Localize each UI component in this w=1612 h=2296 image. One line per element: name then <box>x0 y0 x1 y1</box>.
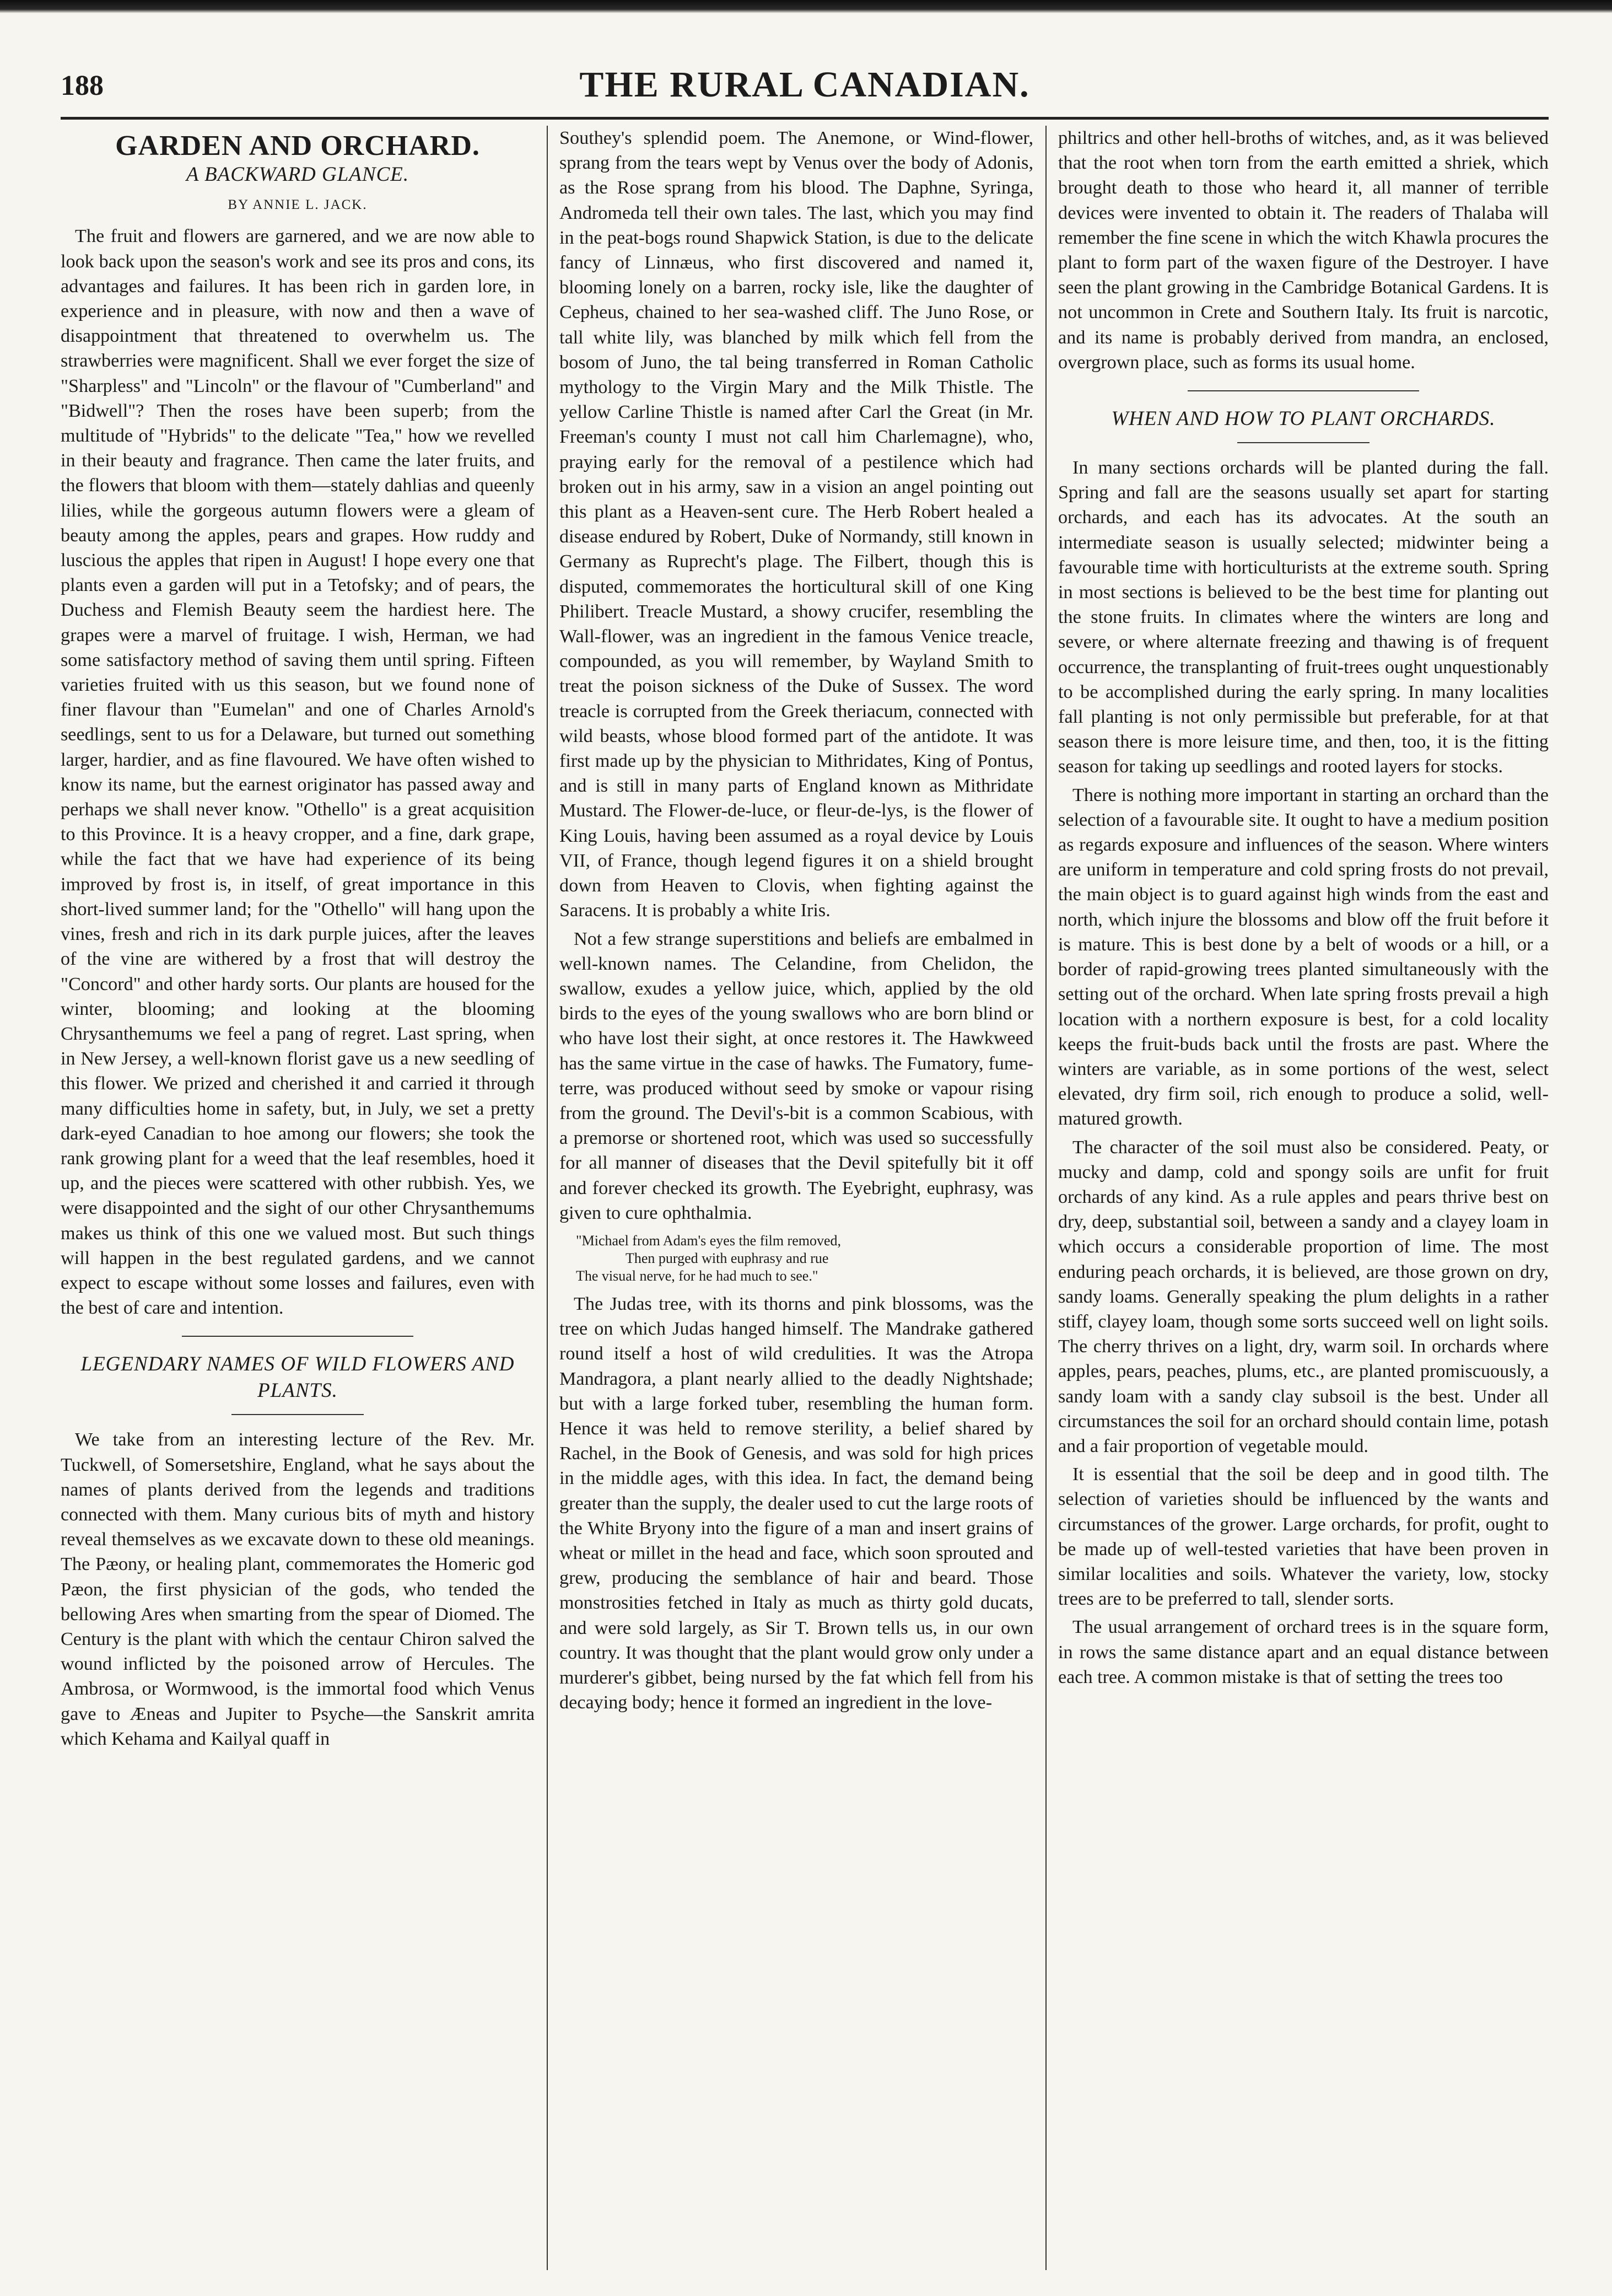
article-paragraph: The character of the soil must also be considered. Peaty, or mucky and damp, cold and spongy soils are unfit for fruit orchards of any kind. As a rule apples and pears thrive best on dry, deep, substantial soil, between a sandy and a clayey loam in which occurs a considerable proportion of lime. The most enduring peach orchards, it is believed, are those grown on dry, sandy loams. Generally speaking the plum delights in a rather stiff, clayey loam, though some sorts succeed well on light soils. The cherry thrives on a light, dry, warm soil. In orchards where apples, pears, peaches, plums, etc., are planted promiscuously, a sandy loam with a sandy clay subsoil is the best. Under all circumstances the soil for an orchard should contain lime, potash and a fair proportion of vegetable mould. <box>1058 1137 1549 1456</box>
article-paragraph: Southey's splendid poem. The Anemone, or Wind-flower, sprang from the tears wept by Venus over the body of Adonis, as the Rose sprang from his blood. The Daphne, Syringa, Andromeda tell their own tales. The last, which you may find in the peat-bogs round Shapwick Station, is due to the delicate fancy of Linnæus, who first discovered and named it, blooming lonely on a barren, rocky isle, like the daughter of Cepheus, chained to her sea-washed cliff. The Juno Rose, or tall white lily, was blanched by milk which fell from the bosom of Juno, the tal being transferred in Roman Catholic mythology to the Virgin Mary and the Milk Thistle. The yellow Carline Thistle is named after Carl the Great (in Mr. Freeman's county I must not call him Charlemagne), who, praying early for the removal of a pestilence which had broken out in his army, saw in a vision an angel pointing out this plant as a Heaven-sent cure. The Herb Robert healed a disease endured by Robert, Duke of Normandy, still known in Germany as Ruprecht's plage. The Filbert, though this is disputed, commemorates the horticultural skill of one King Philibert. Treacle Mustard, a showy crucifer, resembling the Wall-flower, was an ingredient in the famous Venice treacle, compounded, as you will remember, by Wayland Smith to treat the poison sickness of the Duke of Sussex. The word treacle is corrupted from the Greek theriacum, connected with wild beasts, whose blood formed part of the antidote. It was first made up by the physician to Mithridates, King of Pontus, and is still in many parts of England known as Mithridate Mustard. The Flower-de-luce, or fleur-de-lys, is the flower of King Louis, having been assumed as a royal device by Louis VII, of France, though legend figures it on a shield brought down from Heaven to Clovis, when fighting against the Saracens. It is probably a white Iris. <box>559 128 1033 921</box>
article-paragraph: The Judas tree, with its thorns and pink blossoms, was the tree on which Judas hanged himself. The Mandrake gathered round itself a host of wild credulities. It was the Atropa Mandragora, a plant nearly allied to the deadly Nightshade; but with a large forked tuber, resembling the human form. Hence it was held to remove sterility, a belief shared by Rachel, in the Book of Genesis, and was sold for high prices in the middle ages, with this idea. In fact, the demand being greater than the supply, the dealer used to cut the large roots of the White Bryony into the figure of a man and insert grains of wheat or millet in the head and face, which soon sprouted and grew, producing the semblance of hair and beard. Those monstrosities fetched in Italy as much as thirty gold ducats, and were sold largely, as Sir T. Brown tells us, in our own country. It was thought that the plant would grow only under a murderer's gibbet, being nursed by the fat which fell from his decaying body; hence it formed an ingredient in the love- <box>559 1293 1033 1713</box>
article-paragraph: The usual arrangement of orchard trees is in the square form, in rows the same distance apart and an equal distance between each tree. A common mistake is that of setting the trees too <box>1058 1617 1549 1687</box>
quote-line: Then purged with euphrasy and rue <box>626 1250 829 1266</box>
verse-quote <box>576 1232 1017 1285</box>
section-rule <box>1188 390 1419 391</box>
page-number: 188 <box>61 70 104 101</box>
column-2 <box>559 126 1033 2276</box>
article-title: LEGENDARY NAMES OF WILD FLOWERS AND PLANTS. <box>80 1353 515 1402</box>
article-paragraph: The fruit and flowers are garnered, and we are now able to look back upon the season's work and see its pros and cons, its advantages and failures. It has been rich in garden lore, in experience and in pleasure, with now and then a wave of disappointment that threatened to overwhelm us. The strawberries were magnificent. Shall we ever forget the size of "Sharpless" and "Lincoln" or the flavour of "Cumberland" and "Bidwell"? Then the roses have been superb; from the multitude of "Hybrids" to the delicate "Tea," how we revelled in their beauty and fragrance. Then came the later fruits, and the flowers that bloom with them—stately dahlias and queenly lilies, while the gorgeous autumn flowers were a gleam of beauty among the apples, pears and grapes. How ruddy and luscious the apples that ripen in August! I hope every one that plants even a garden will put in a Tetofsky; and of pears, the Duchess and Flemish Beauty seem the hardiest here. The grapes were a marvel of fruitage. I wish, Herman, we had some satisfactory method of saving them until spring. Fifteen varieties fruited with us this season, but we found none of finer flavour than "Eumelan" and one of Charles Arnold's seedlings, sent to us for a Delaware, but turned out something larger, hardier, and as fine flavoured. We have often wished to know its name, but the earnest originator has passed away and perhaps we shall never know. "Othello" is a great acquisition to this Province. It is a heavy cropper, and a fine, dark grape, while the fact that we have had experience of its being improved by frost is, in itself, of great importance in this short-lived summer land; for the "Othello" will hang upon the vines, fresh and rich in its dark purple juices, after the leaves of the vine are withered by a frost that will destroy the "Concord" and other hardy sorts. Our plants are housed for the winter, blooming; and looking at the blooming Chrysanthemums we feel a pang of regret. Last spring, when in New Jersey, a well-known florist gave us a new seedling of this flower. We prized and cherished it and carried it through many difficulties home in safety, but, in July, we set a pretty dark-eyed Canadian to hoe among our flowers; she took the rank growing plant for a weed that the leaf resembles, hoed it up, and the pieces were scattered with other rubbish. Yes, we were disappointed and the sight of our other Chrysanthemums makes us think of this one we valued most. But such things will happen in the best regulated gardens, and we cannot expect to escape without some losses and failures, even with the best of care and intention. <box>61 226 535 1319</box>
scan-edge <box>0 0 1612 13</box>
article-paragraph: It is essential that the soil be deep and in good tilth. The selection of varieties should be influenced by the wants and circumstances of the grower. Large orchards, for profit, ought to be made up of well-tested varieties that have been proven in similar localities and soils. Whatever the variety, low, stocky trees are to be preferred to tall, slender sorts. <box>1058 1464 1549 1610</box>
column-rule <box>1045 126 1047 2270</box>
column-3 <box>1058 126 1549 2276</box>
masthead: THE RURAL CANADIAN. <box>579 64 1030 105</box>
column-rule <box>547 126 548 2270</box>
quote-line: The visual nerve, for he had much to see." <box>576 1267 818 1284</box>
article-title: WHEN AND HOW TO PLANT ORCHARDS. <box>1111 407 1496 431</box>
page-header <box>61 60 1549 120</box>
department-title: GARDEN AND ORCHARD. <box>115 130 480 162</box>
header-rule <box>61 117 1549 120</box>
title-rule <box>1237 442 1370 443</box>
quote-line: "Michael from Adam's eyes the film removed, <box>576 1232 841 1249</box>
section-rule <box>182 1336 413 1337</box>
article-title: A BACKWARD GLANCE. <box>186 163 409 186</box>
article-paragraph: We take from an interesting lecture of the Rev. Mr. Tuckwell, of Somersetshire, England, what he says about the names of plants derived from the legends and traditions connected with them. Many curious bits of myth and history reveal themselves as we excavate down to these old meanings. The Pæony, or healing plant, commemorates the Homeric god Pæon, the first physician of the gods, who tended the bellowing Ares when smarting from the spear of Diomed. The Century is the plant with which the centaur Chiron salved the wound inflicted by the poisoned arrow of Hercules. The Ambrosa, or Wormwood, is the immortal food which Venus gave to Æneas and Jupiter to Psyche—the Sanskrit amrita which Kehama and Kailyal quaff in <box>61 1429 535 1749</box>
article-paragraph: There is nothing more important in starting an orchard than the selection of a favourable site. It ought to have a medium position as regards exposure and influences of the season. Where winters are uniform in temperature and cold spring frosts do not prevail, the main object is to guard against high winds from the east and north, which injure the blossoms and blow off the fruit before it is mature. This is best done by a belt of woods or a hill, or a border of rapid-growing trees planted simultaneously with the setting out of the orchard. When late spring frosts prevail a high location with a northern exposure is best, for a cold locality keeps the fruit-buds back until the frosts are past. Where the winters are variable, as in some portions of the west, select elevated, dry firm soil, rich enough to produce a solid, well-matured growth. <box>1058 784 1549 1130</box>
article-paragraph: philtrics and other hell-broths of witches, and, as it was believed that the root when torn from the earth emitted a shriek, which brought death to those who heard it, all manner of terrible devices were invented to obtain it. The readers of Thalaba will remember the fine scene in which the witch Khawla procures the plant to form part of the waxen figure of the Destroyer. I have seen the plant growing in the Cambridge Botanical Gardens. It is not uncommon in Crete and Southern Italy. Its fruit is narcotic, and its name is probably derived from mandra, an enclosed, overgrown place, such as forms its usual home. <box>1058 128 1549 373</box>
article-paragraph: Not a few strange superstitions and beliefs are embalmed in well-known names. The Celandine, from Chelidon, the swallow, exudes a yellow juice, which, applied by the old birds to the eyes of the young swallows who are born blind or who have lost their sight, at once restores it. The Hawkweed has the same virtue in the case of hawks. The Fumatory, fume-terre, was produced without seed by smoke or vapour rising from the ground. The Devil's-bit is a common Scabious, with a premorse or shortened root, which was used so successfully for all manner of diseases that the Devil spitefully bit it off and forever checked its growth. The Eyebright, euphrasy, was given to cure ophthalmia. <box>559 928 1033 1223</box>
column-1 <box>61 126 535 2276</box>
byline: BY ANNIE L. JACK. <box>228 197 368 213</box>
title-rule <box>231 1414 364 1415</box>
article-paragraph: In many sections orchards will be planted during the fall. Spring and fall are the seasons usually set apart for starting orchards, and each has its advocates. At the south an intermediate season is usually selected; midwinter being a favourable time with horticulturists at the extreme south. Spring in most sections is believed to be the best time for planting out the stone fruits. In climates where the winters are long and severe, or where alternate freezing and thawing is of frequent occurrence, the transplanting of fruit-trees ought unquestionably to be accomplished during the early spring. In many localities fall planting is not only permissible but preferable, for at that season there is more leisure time, and then, too, it is the fitting season for taking up seedlings and rooted layers for stocks. <box>1058 458 1549 777</box>
